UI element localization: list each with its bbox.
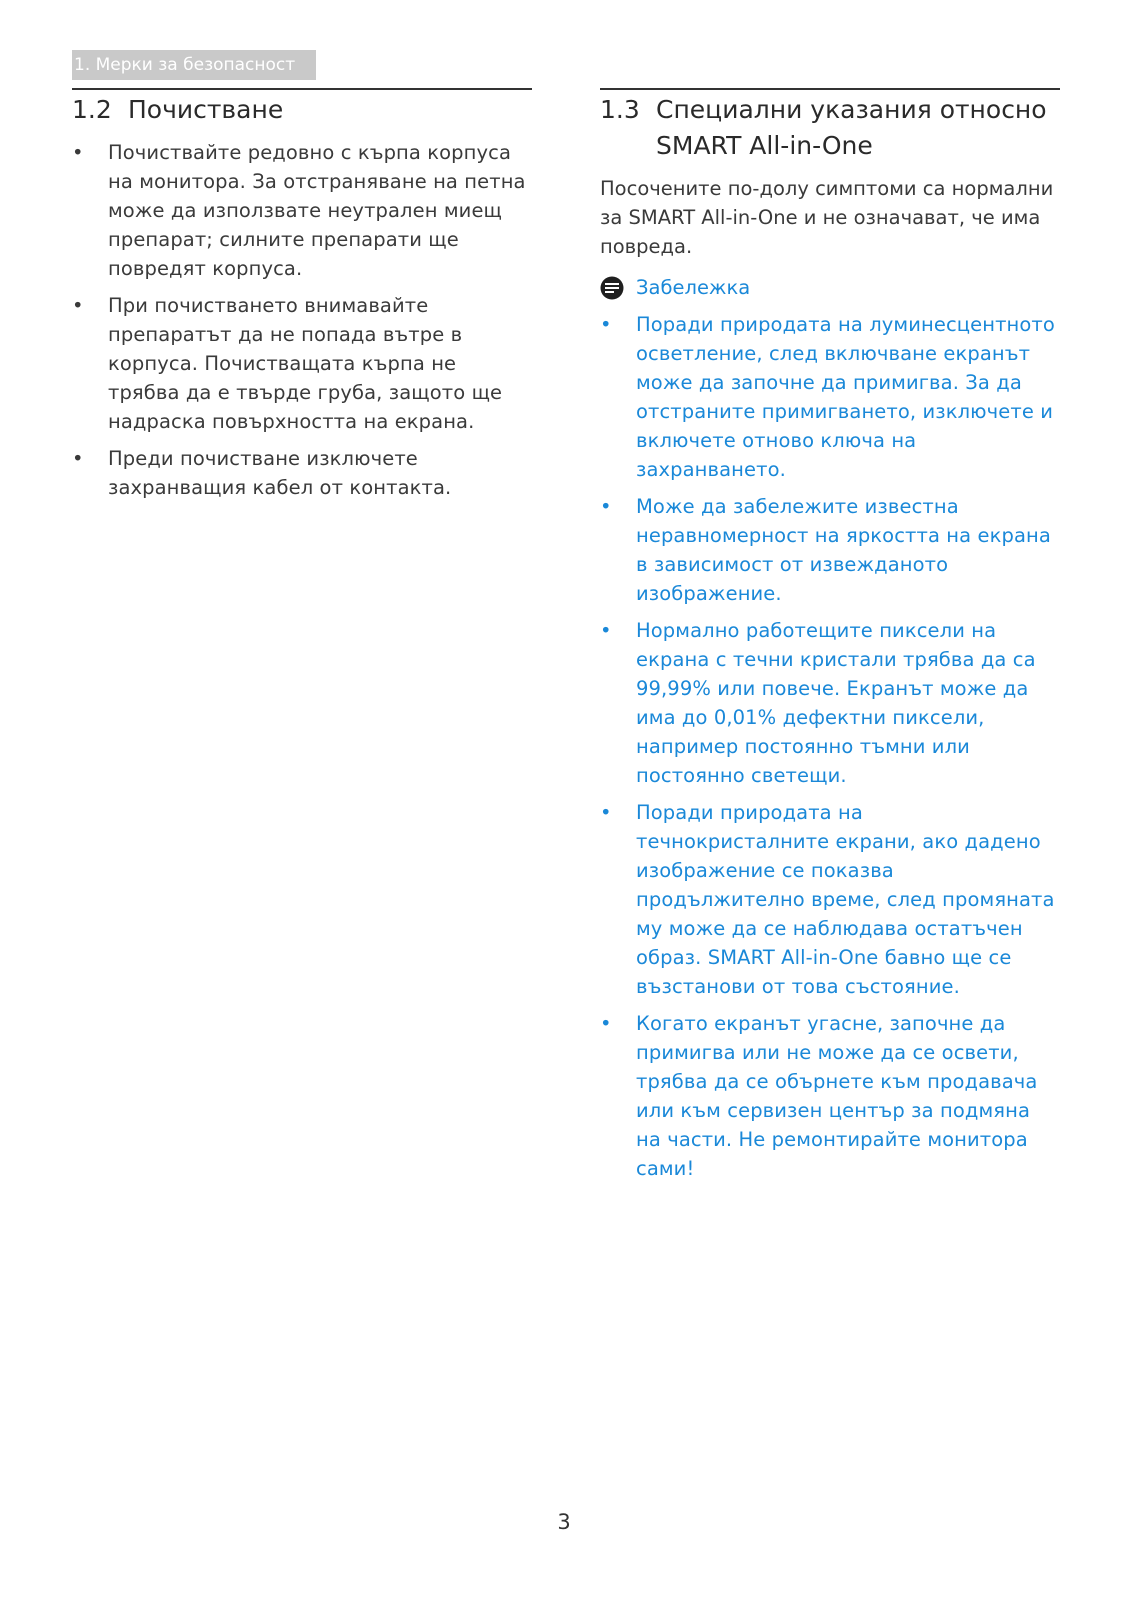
section-cleaning (72, 88, 532, 510)
list-item (600, 798, 1060, 1001)
list-item (600, 616, 1060, 790)
section-title (72, 92, 532, 128)
bullet: • (600, 313, 612, 336)
bullet: • (72, 447, 84, 470)
list-item (72, 291, 532, 436)
list-item (72, 444, 532, 502)
list-item (72, 138, 532, 283)
section-title (600, 92, 1060, 164)
note-heading (600, 273, 1060, 302)
section-title-text: Почистване (128, 95, 284, 124)
note-label: Забележка (636, 276, 751, 299)
note-icon (600, 276, 624, 300)
list-item-text: При почистването внимавайте препаратът да не попада вътре в корпуса. Почистващата кърпа не трябва да е твърде груба, защото ще надраска повърхността на екрана. (108, 294, 503, 433)
section-title-text: Специални указания относно SMART All-in-One (656, 95, 1047, 160)
section-tag: 1. Мерки за безопасност (72, 50, 316, 80)
section-rule (600, 88, 1060, 90)
page-number: 3 (557, 1510, 571, 1534)
bullet: • (72, 141, 84, 164)
cleaning-list (72, 138, 532, 502)
bullet: • (600, 495, 612, 518)
list-item-text: Преди почистване изключете захранващия кабел от контакта. (108, 447, 452, 499)
intro-paragraph: Посочените по-долу симптоми са нормални за SMART All-in-One и не означават, че има повреда. (600, 177, 1054, 258)
section-rule (72, 88, 532, 90)
note-list (600, 310, 1060, 1183)
list-item (600, 492, 1060, 608)
list-item-text: Може да забележите известна неравномерност на яркостта на екрана в зависимост от извежданото изображение. (636, 495, 1051, 605)
list-item-text: Почиствайте редовно с кърпа корпуса на монитора. За отстраняване на петна може да използвате неутрален миещ препарат; силните препарати ще повредят корпуса. (108, 141, 526, 280)
list-item (600, 310, 1060, 484)
list-item-text: Поради природата на луминесцентното осветление, след включване екранът може да започне да примигва. За да отстраните примигването, изключете и включете отново ключа на захранването. (636, 313, 1055, 481)
bullet: • (600, 801, 612, 824)
bullet: • (72, 294, 84, 317)
list-item-text: Нормално работещите пиксели на екрана с течни кристали трябва да са 99,99% или повече. Екранът може да има до 0,01% дефектни пиксели, например постоянно тъмни или постоянно светещи. (636, 619, 1036, 787)
list-item-text: Поради природата на течнокристалните екрани, ако дадено изображение се показва продължително време, след промяната му може да се наблюдава остатъчен образ. SMART All-in-One бавно ще се възстанови от това състояние. (636, 801, 1055, 998)
bullet: • (600, 619, 612, 642)
section-number: 1.3 (600, 95, 640, 124)
list-item (600, 1009, 1060, 1183)
section-number: 1.2 (72, 95, 112, 124)
section-special-notes (600, 88, 1060, 1191)
list-item-text: Когато екранът угасне, започне да примигва или не може да се освети, трябва да се обърнете към продавача или към сервизен център за подмяна на части. Не ремонтирайте монитора сами! (636, 1012, 1038, 1180)
bullet: • (600, 1012, 612, 1035)
